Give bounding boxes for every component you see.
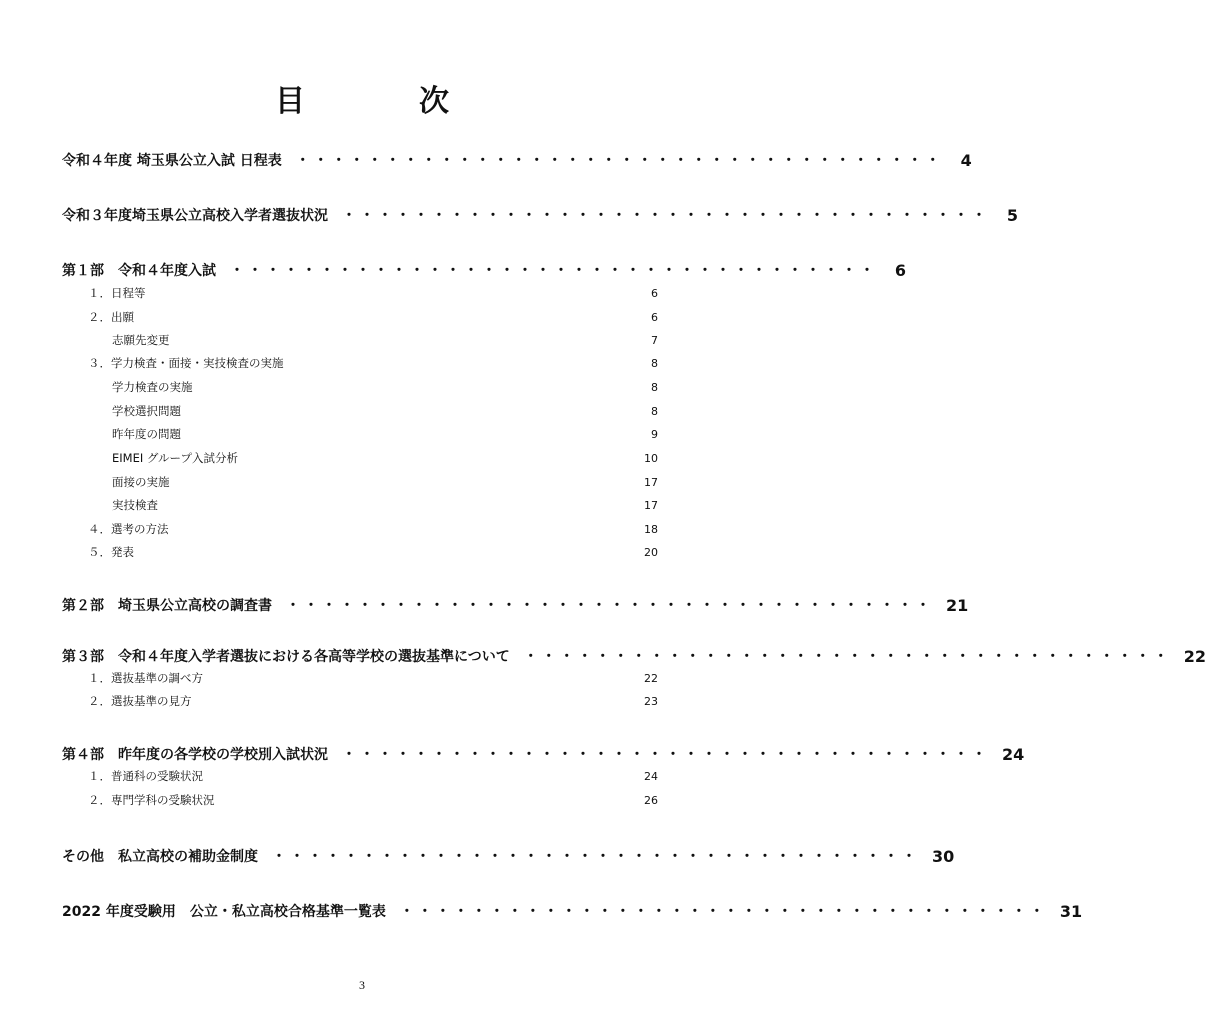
toc-entry-label: 令和４年度 埼玉県公立入試 日程表 <box>62 153 282 169</box>
toc-subentry-page: 8 <box>651 404 658 418</box>
toc-subentry[interactable] <box>88 693 658 709</box>
toc-entry-label: 2022 年度受験用 公立・私立高校合格基準一覧表 <box>62 904 386 920</box>
toc-entry-page: 4 <box>960 150 972 170</box>
dot-leader: ・・・・・・・・・・・・・・・・・・・・・・・・・・・・・・・・・・・・ <box>295 153 944 169</box>
toc-subentry[interactable] <box>112 474 658 490</box>
toc-entry-page: 22 <box>1183 646 1206 666</box>
toc-subentry-page: 9 <box>651 427 658 441</box>
page-number: 3 <box>359 978 365 992</box>
toc-subentry[interactable] <box>112 379 658 395</box>
toc-subentry-page: 6 <box>651 310 658 324</box>
toc-entry-page: 30 <box>932 846 955 866</box>
dot-leader: ・・・・・・・・・・・・・・・・・・・・・・・・・・・・・・・・・・・・ <box>272 849 920 865</box>
toc-entry-part2[interactable] <box>62 595 969 615</box>
toc-subentry-page: 17 <box>644 498 658 512</box>
toc-entry[interactable] <box>62 205 1018 225</box>
dot-leader: ・・・・・・・・・・・・・・・・・・・・・・・・・・・・・・・・・・・・ <box>342 747 990 763</box>
toc-subentry-label: 面接の実施 <box>112 475 170 489</box>
toc-entry-part3[interactable] <box>62 646 1206 666</box>
toc-subentry[interactable] <box>112 426 658 442</box>
toc-subentry-page: 22 <box>644 671 658 685</box>
toc-subentry-label: ２．専門学科の受験状況 <box>88 793 215 807</box>
toc-subentry-label: ５．発表 <box>88 545 134 559</box>
toc-subentry-label: 実技検査 <box>112 498 158 512</box>
dot-leader: ・・・・・・・・・・・・・・・・・・・・・・・・・・・・・・・・・・・・ <box>230 263 878 279</box>
toc-subentry[interactable] <box>112 332 658 348</box>
toc-subentry[interactable] <box>88 355 658 371</box>
toc-entry-page: 5 <box>1006 205 1018 225</box>
toc-entry-2022[interactable] <box>62 901 1083 921</box>
toc-entry-label: 第４部 昨年度の各学校の学校別入試状況 <box>62 747 328 763</box>
toc-subentry[interactable] <box>88 768 658 784</box>
toc-entry-label: 令和３年度埼玉県公立高校入学者選抜状況 <box>62 208 328 224</box>
page-title: 目 次 <box>275 84 491 119</box>
toc-subentry-label: ２．出願 <box>88 310 134 324</box>
toc-subentry-page: 8 <box>651 356 658 370</box>
toc-subentry-page: 24 <box>644 769 658 783</box>
toc-subentry-label: EIMEI グループ入試分析 <box>112 451 238 465</box>
toc-entry-label: 第３部 令和４年度入学者選抜における各高等学校の選抜基準について <box>62 649 510 665</box>
dot-leader: ・・・・・・・・・・・・・・・・・・・・・・・・・・・・・・・・・・・・ <box>523 649 1172 665</box>
toc-subentry-label: ４．選考の方法 <box>88 522 169 536</box>
dot-leader: ・・・・・・・・・・・・・・・・・・・・・・・・・・・・・・・・・・・・ <box>286 598 934 614</box>
toc-entry-label: 第２部 埼玉県公立高校の調査書 <box>62 598 272 614</box>
toc-subentry[interactable] <box>88 521 658 537</box>
toc-subentry-label: 志願先変更 <box>112 333 170 347</box>
toc-subentry-label: 学校選択問題 <box>112 404 181 418</box>
dot-leader: ・・・・・・・・・・・・・・・・・・・・・・・・・・・・・・・・・・・・ <box>342 208 990 224</box>
toc-entry-other[interactable] <box>62 846 955 866</box>
toc-subentry[interactable] <box>88 792 658 808</box>
toc-entry-part1[interactable] <box>62 260 906 280</box>
toc-subentry-page: 17 <box>644 475 658 489</box>
toc-subentry-page: 10 <box>644 451 658 465</box>
toc-subentry-page: 7 <box>651 333 658 347</box>
toc-subentry-page: 8 <box>651 380 658 394</box>
toc-entry-page: 6 <box>894 260 906 280</box>
toc-entry-part4[interactable] <box>62 744 1025 764</box>
toc-subentry-label: ３．学力検査・面接・実技検査の実施 <box>88 356 284 370</box>
toc-subentry-label: １．選抜基準の調べ方 <box>88 671 203 685</box>
toc-subentry-label: 学力検査の実施 <box>112 380 193 394</box>
toc-entry-page: 21 <box>946 595 969 615</box>
toc-subentry-label: 昨年度の問題 <box>112 427 181 441</box>
toc-subentry[interactable] <box>112 450 658 466</box>
toc-subentry-page: 18 <box>644 522 658 536</box>
toc-subentry-page: 6 <box>651 286 658 300</box>
toc-subentry[interactable] <box>112 403 658 419</box>
toc-entry-page: 31 <box>1059 901 1083 921</box>
toc-entry-label: その他 私立高校の補助金制度 <box>62 849 258 865</box>
toc-subentry[interactable] <box>88 309 658 325</box>
toc-subentry[interactable] <box>112 497 658 513</box>
toc-entry-page: 24 <box>1002 744 1025 764</box>
toc-subentry-page: 26 <box>644 793 658 807</box>
toc-subentry-page: 23 <box>644 694 658 708</box>
toc-entry-label: 第１部 令和４年度入試 <box>62 263 216 279</box>
toc-subentry[interactable] <box>88 285 658 301</box>
dot-leader: ・・・・・・・・・・・・・・・・・・・・・・・・・・・・・・・・・・・・ <box>399 904 1048 920</box>
toc-subentry-label: ２．選抜基準の見方 <box>88 694 192 708</box>
toc-subentry-page: 20 <box>644 545 658 559</box>
toc-subentry-label: １．日程等 <box>88 286 146 300</box>
toc-subentry-label: １．普通科の受験状況 <box>88 769 203 783</box>
toc-entry[interactable] <box>62 150 972 170</box>
toc-subentry[interactable] <box>88 670 658 686</box>
toc-subentry[interactable] <box>88 544 658 560</box>
